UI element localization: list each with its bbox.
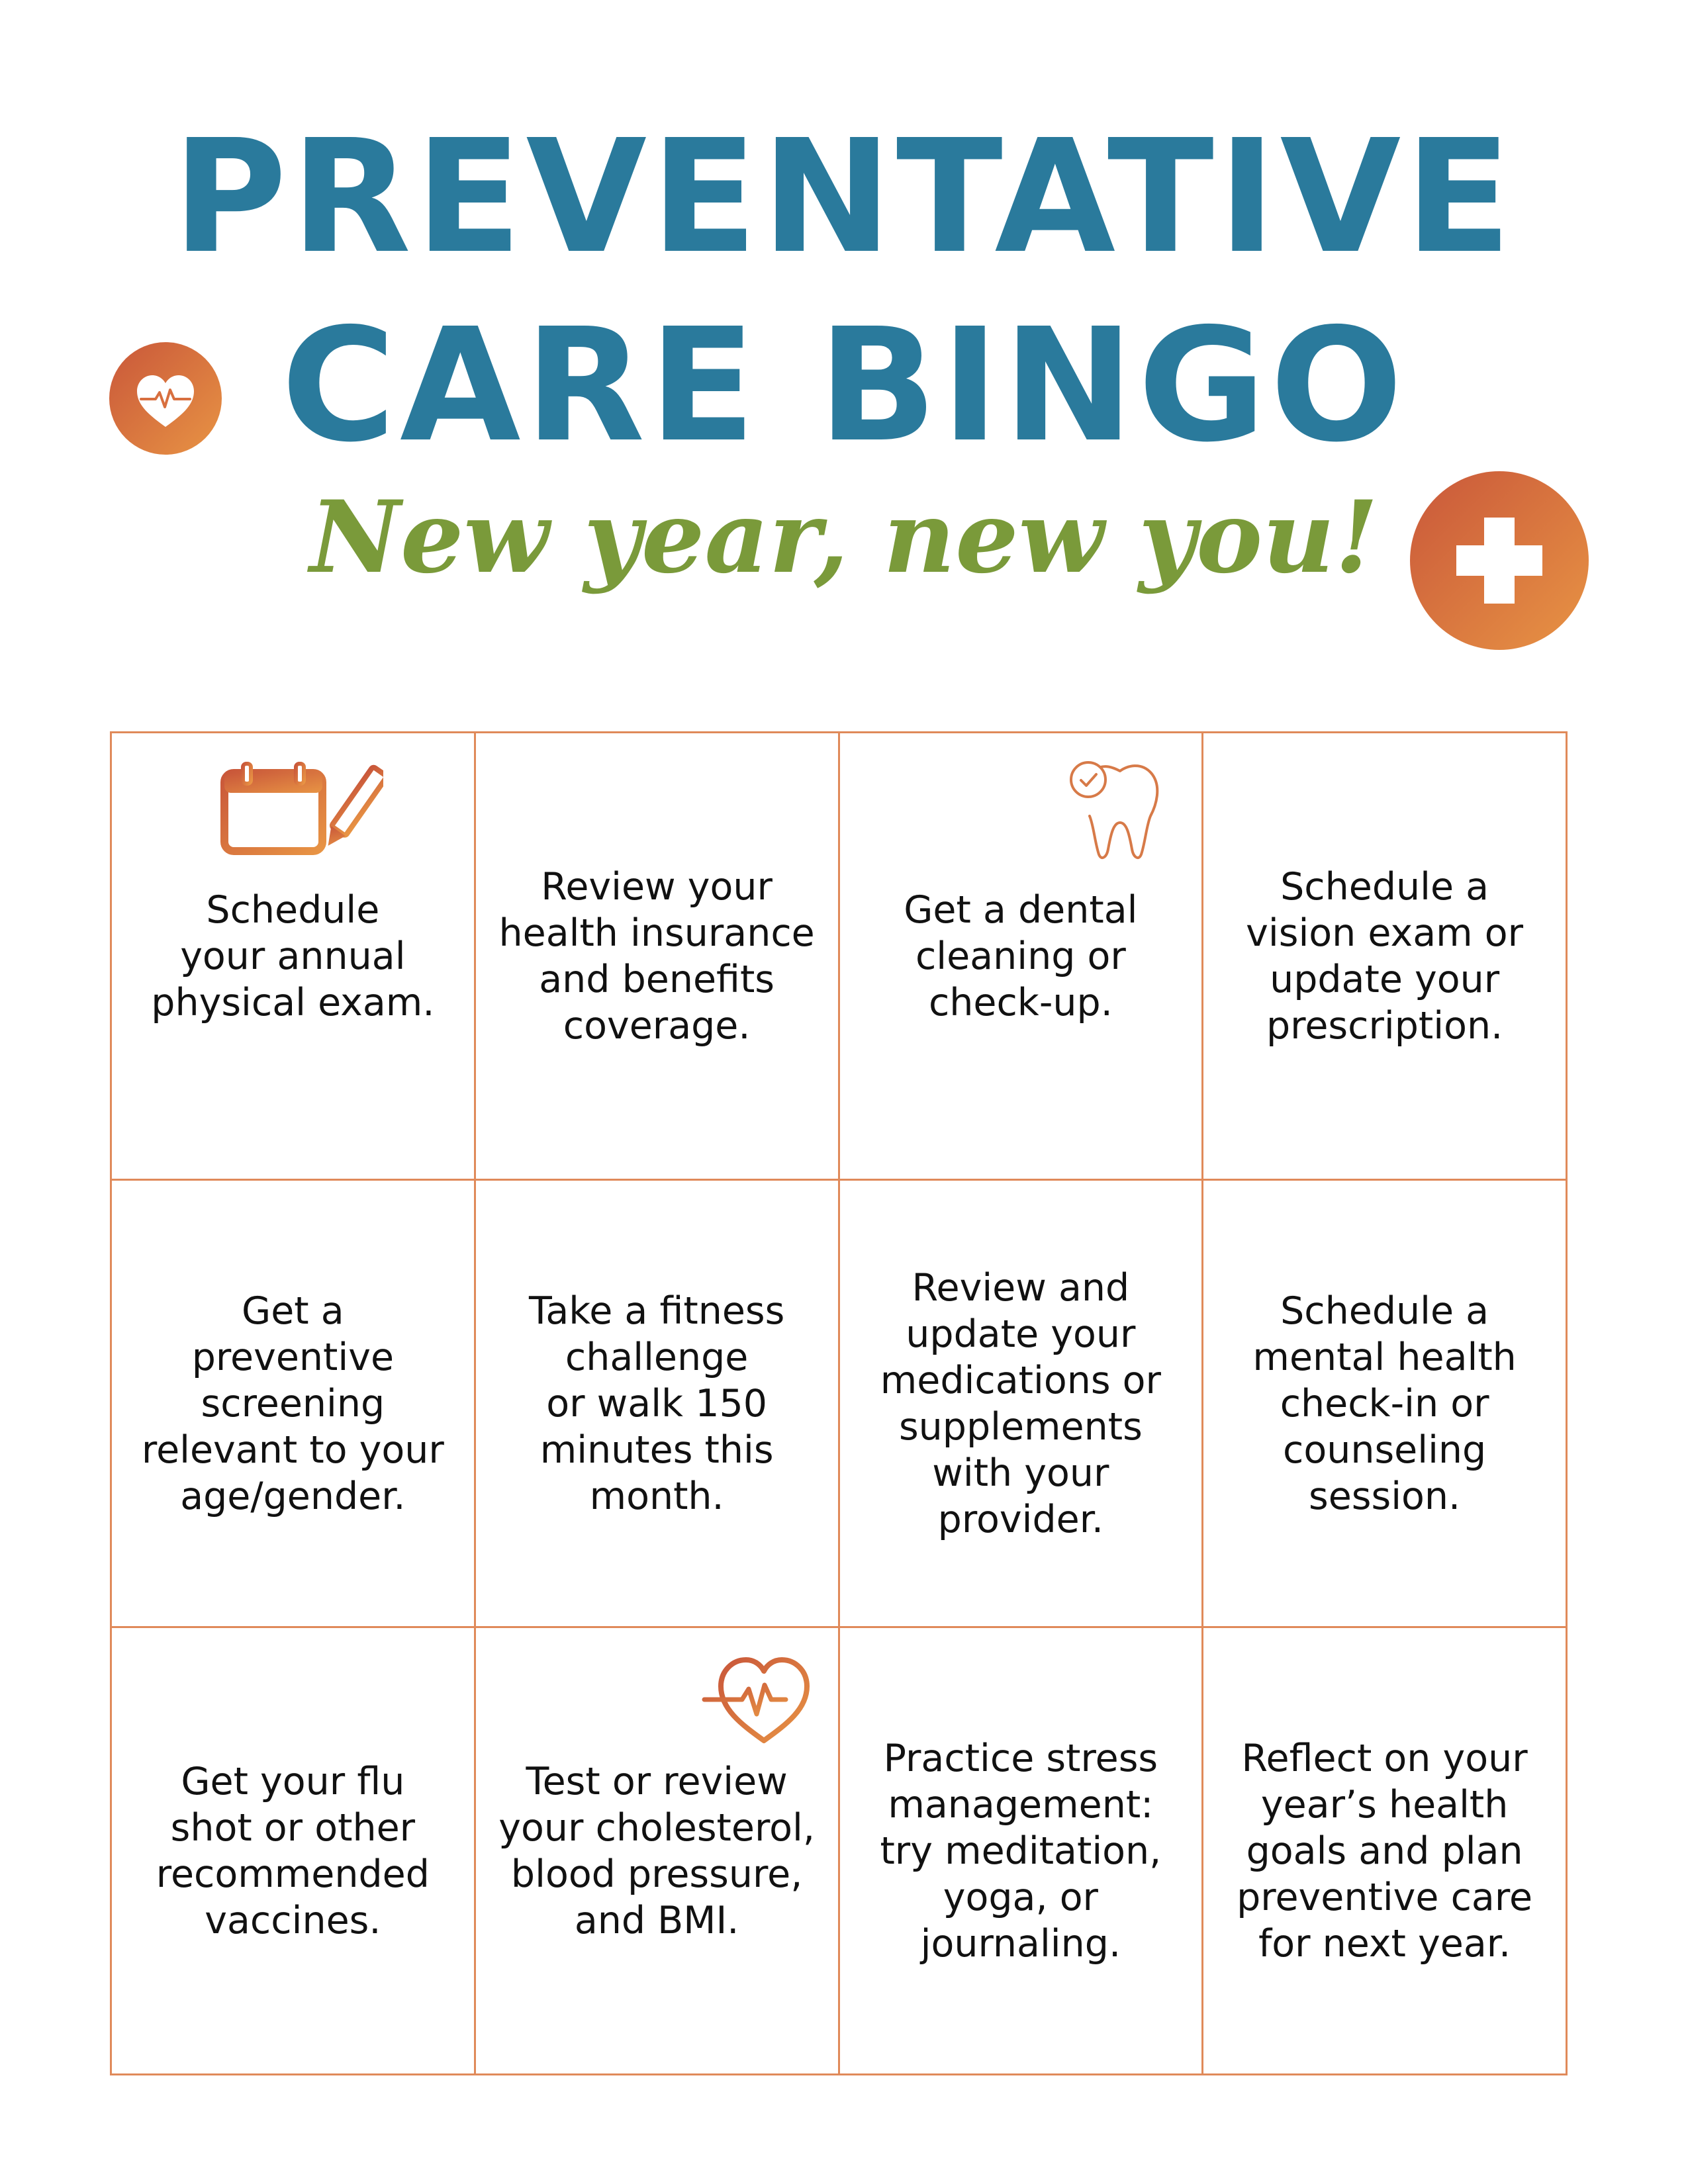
heart-pulse-badge (109, 342, 222, 455)
bingo-cell-insurance[interactable] (476, 733, 840, 1181)
bingo-cell-screening[interactable] (112, 1181, 476, 1628)
bingo-cell-reflect[interactable] (1203, 1628, 1568, 2075)
bingo-cell-physical-exam[interactable] (112, 733, 476, 1181)
heart-pulse-icon (109, 342, 222, 455)
bingo-cell-stress[interactable] (840, 1628, 1204, 2075)
bingo-cell-text: Review and update your medications or supplements with your provider. (880, 1265, 1161, 1541)
medical-cross-badge (1410, 471, 1589, 650)
medical-cross-icon (1410, 471, 1589, 650)
bingo-cell-text: Get a dental cleaning or check-up. (904, 887, 1138, 1024)
bingo-cell-fitness[interactable] (476, 1181, 840, 1628)
bingo-cell-dental[interactable] (840, 733, 1204, 1181)
bingo-cell-mental-health[interactable] (1203, 1181, 1568, 1628)
bingo-cell-text: Practice stress management: try meditation, yoga, or journaling. (880, 1736, 1162, 1966)
heart-pulse-outline-icon (701, 1648, 827, 1747)
bingo-cell-text: Schedule your annual physical exam. (151, 887, 435, 1024)
tooth-icon (1068, 756, 1168, 862)
bingo-cell-text: Schedule a mental health check-in or counseling session. (1252, 1289, 1517, 1518)
bingo-cell-vaccines[interactable] (112, 1628, 476, 2075)
bingo-grid (110, 731, 1568, 2075)
page-title-line-2: CARE BINGO (281, 295, 1407, 477)
bingo-cell-text: Take a fitness challenge or walk 150 minutes this month. (528, 1289, 785, 1518)
bingo-cell-text: Get your flu shot or other recommended vaccines. (156, 1759, 430, 1942)
bingo-cell-text: Review your health insurance and benefits coverage. (498, 864, 815, 1048)
calendar-pencil-icon (218, 760, 383, 859)
tagline: New year, new you! (309, 479, 1379, 596)
bingo-cell-text: Schedule a vision exam or update your prescription. (1246, 864, 1524, 1048)
bingo-cell-medications[interactable] (840, 1181, 1204, 1628)
page-title-line-1: PREVENTATIVE (172, 106, 1516, 288)
bingo-cell-text: Reflect on your year’s health goals and plan preventive care for next year. (1237, 1736, 1533, 1966)
bingo-cell-text: Test or review your cholesterol, blood pressure, and BMI. (498, 1759, 815, 1942)
bingo-cell-text: Get a preventive screening relevant to your age/gender. (141, 1289, 444, 1518)
bingo-cell-vision[interactable] (1203, 733, 1568, 1181)
bingo-cell-cholesterol[interactable] (476, 1628, 840, 2075)
